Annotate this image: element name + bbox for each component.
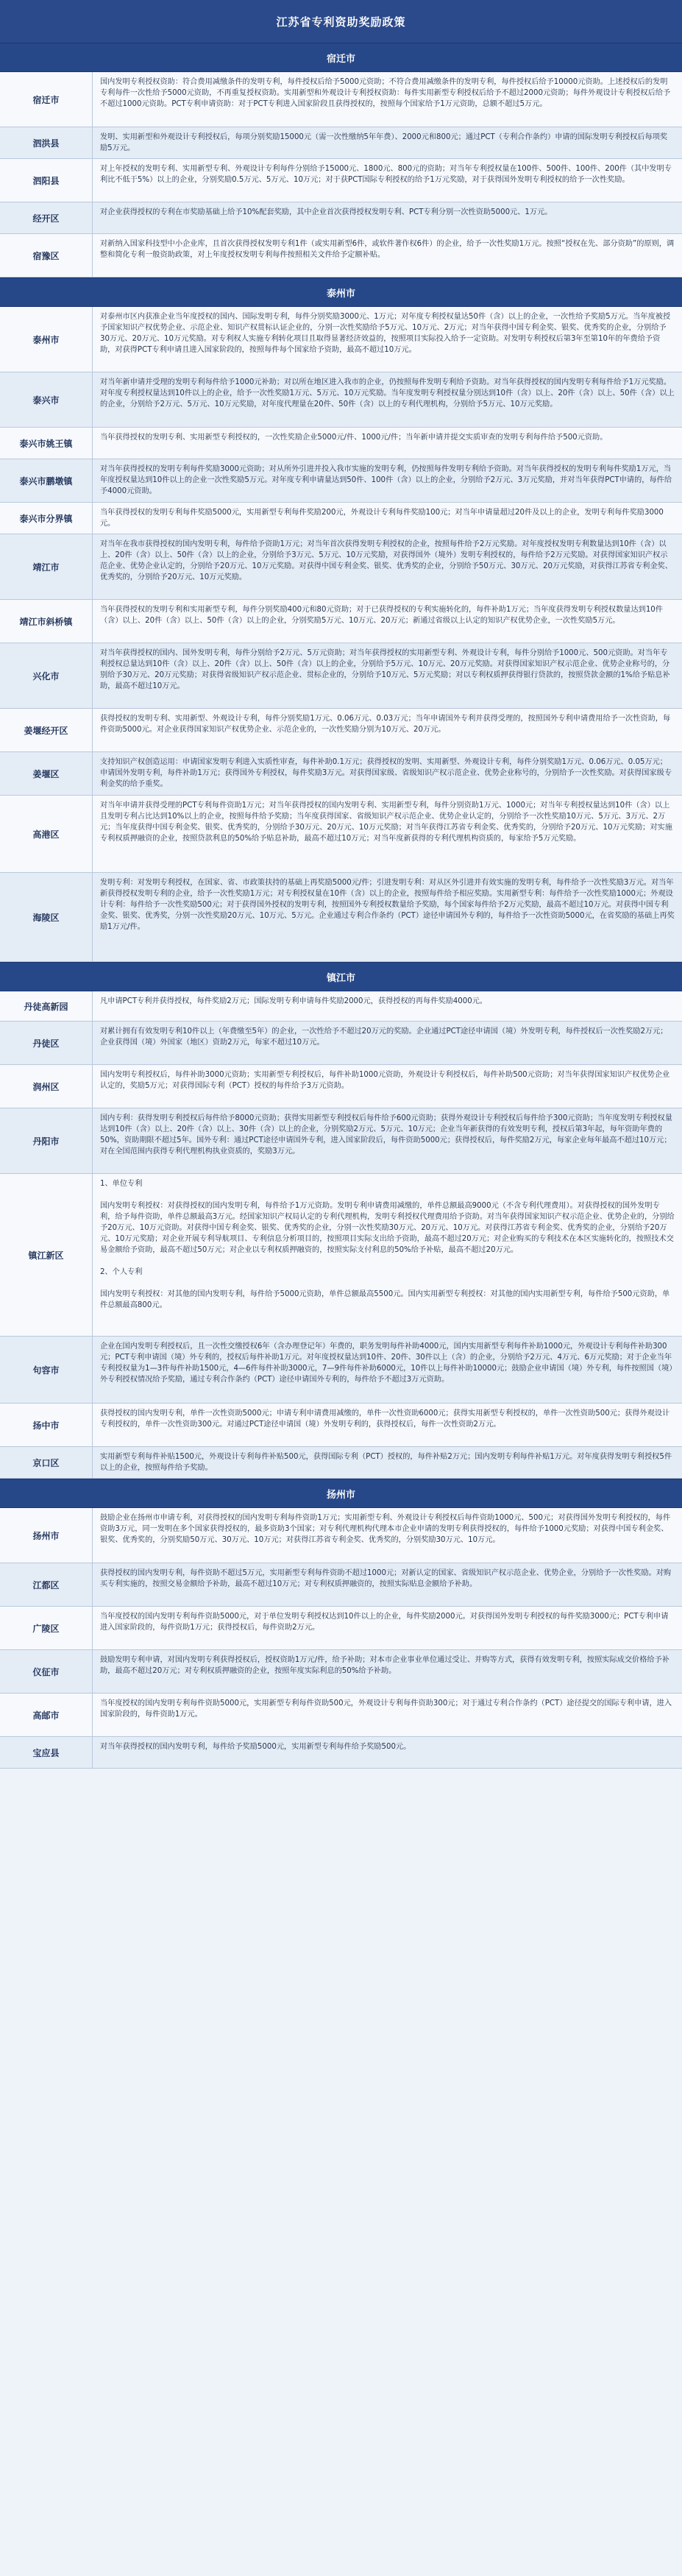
policy-text: 当年获得授权的发明专利每件奖励5000元，实用新型专利每件奖励200元，外观设计专利每件奖励100元；对当年申请量超过20件及以上的企业，发明专利每件奖励3000元。 [100, 509, 664, 528]
policy-text: 当年获得授权的发明专利、实用新型专利授权的，一次性奖励企业5000元/件、1000元/件；当年新申请并提交实质审查的发明专利每件给予500元资助。 [100, 434, 608, 442]
policy-text: 鼓励企业在扬州市申请专利，对获得授权的国内发明专利每件资助1万元；实用新型专利、外观设计专利授权后每件资助1000元、500元；对获得国外发明专利授权的，每件资助3万元，同一发明在多个国家获得授权的，最多资助3个国家；对专利代理机构代理本市企业申请的发明专利获得授权的，每件给予1000元奖励；对获得中国专利金奖、银奖、优秀奖的，分别奖励50万元、30万元、10万元；对获得江苏省专利金奖、优秀奖的，分别奖励30万元、10万元。 [100, 1514, 671, 1544]
district-name: 泗阳县 [0, 159, 93, 202]
district-name: 泰州市 [0, 307, 93, 372]
district-name: 句容市 [0, 1337, 93, 1403]
district-name: 姜堰区 [0, 752, 93, 795]
policy-row [0, 873, 682, 962]
policy-text: 支持知识产权创造运用：申请国家发明专利进入实质性审查，每件补助0.1万元；获得授权的发明、实用新型、外观设计专利，每件分别奖励1万元、0.06万元、0.05万元；申请国外发明专利，每件补助1万元；获得国外专利授权，每件奖励3万元。对获得国家级、省级知识产权示范企业、优势企业称号的，分别给予一次性奖励。对获得国家级专利金奖的给予重奖。 [100, 758, 672, 788]
policy-row [0, 1174, 682, 1337]
policy-text: 发明专利：对发明专利授权，在国家、省、市政策扶持的基础上再奖励5000元/件；引进发明专利：对从区外引进并有效实施的发明专利，每件给予一次性奖励3万元。对当年新获得授权发明专利的企业，给予一次性奖励1万元；对专利授权量在10件（含）以上的企业，按照每件给予相应奖励。实用新型专利：每件给予一次性奖励1000元；外观设计专利：每件给予一次性奖励500元；对于获得国外授权的发明专利，按照国外专利授权数量给予奖励，每个国家每件给予2万元奖励，最高不超过10万元。对获得中国专利金奖、银奖、优秀奖，分别一次性奖励20万元、10万元、5万元。企业通过专利合作条约（PCT）途径申请国外专利的，每件给予一次性资助5000元，在省奖励的基础上再奖励1万元/件。 [100, 879, 675, 931]
policy-row [0, 1694, 682, 1737]
policy-row [0, 307, 682, 372]
district-name: 丹徒区 [0, 1022, 93, 1064]
policy-row [0, 202, 682, 234]
district-name: 润州区 [0, 1065, 93, 1108]
policy-text: 对泰州市区内获准企业当年度授权的国内、国际发明专利，每件分别奖励3000元、1万元；对年度专利授权量达50件（含）以上的企业，一次性给予奖励5万元。当年度被授予国家知识产权优势企业、示范企业、知识产权贯标认证企业的，分别一次性奖励给予5万元、10万元、2万元；对当年获得中国专利金奖、银奖、优秀奖的企业，分别给予30万元、20万元、10万元奖励。对专利权人实施专利转化项目且取得显著经济效益的，按照项目实际投入给予一定资助。对发明专利授权后第3年至第10年的年费给予资助，对获得PCT专利申请且进入国家阶段的，按照每件每个国家给予资助，最高不超过10万元。 [100, 313, 671, 354]
policy-row [0, 796, 682, 873]
policy-row [0, 159, 682, 202]
city-band [0, 277, 682, 307]
policy-text: 1、单位专利 国内发明专利授权：对获得授权的国内发明专利，每件给予1万元资助。发明专利申请费用减缴的，单件总额最高9000元（不含专利代理费用）。对获得授权的国外发明专利，给予每件资助，单件总额最高3万元。经国家知识产权局认定的专利代理机构，发明专利授权代理费用给予资助。对当年获得国家知识产权示范企业、优势企业的，分别给予20万元、10万元资助。对获得中国专利金奖、银奖、优秀奖的企业，分别一次性奖励30万元、20万元、10万元。对获得江苏省专利金奖、优秀奖的企业，分别给予20万元、10万元奖励；对企业开展专利导航项目、专利信息分析项目的，按照项目实际支出给予资助，最高不超过20万元；对企业购买的专利技术在本区实施转化的，按照技术交易金额给予资助，最高不超过50万元；对企业以专利权质押融资的，按照实际支付利息的50%给予补贴，最高不超过20万元。 2、个人专利 国内发明专利授权：对其他的国内发明专利，每件给予5000元资助，单件总额最高5500元。国内实用新型专利授权：对其他的国内实用新型专利，每件给予500元资助，单件总额最高800元。 [100, 1180, 675, 1309]
policy-row [0, 1108, 682, 1174]
page-title-bar [0, 0, 682, 43]
policy-row [0, 752, 682, 796]
policy-text: 获得授权的国内发明专利，单件一次性资助5000元；申请专利申请费用减缴的，单件一次性资助6000元；获得实用新型专利授权的，单件一次性资助500元；获得外观设计专利授权的，单件一次性资助300元。对通过PCT途径申请国（境）外发明专利的，获得授权后，每件一次性资助2万元。 [100, 1409, 670, 1429]
city-band [0, 962, 682, 991]
policy-text: 对新纳入国家科技型中小企业库，且首次获得授权发明专利1件（或实用新型6件，或软件著作权6件）的企业，给予一次性奖励1万元。按照“授权在先、部分资助”的原则，调整和简化专利一般资助政策，对上年度授权发明专利每件按照相关文件给予定额补贴。 [100, 240, 675, 259]
city-name: 泰州市 [326, 288, 355, 300]
district-name: 泰兴市姚王镇 [0, 428, 93, 459]
district-name: 靖江市斜桥镇 [0, 600, 93, 643]
policy-text: 当年度授权的国内发明专利每件资助5000元，实用新型专利每件资助500元，外观设计专利每件资助300元；对于通过专利合作条约（PCT）途径提交的国际专利申请，进入国家阶段的，每件资助1万元。 [100, 1699, 672, 1719]
policy-text: 对当年在我市获得授权的国内发明专利，每件给予资助1万元；对当年首次获得发明专利授权的企业，按照每件给予2万元奖励。对年度授权发明专利数量达到10件（含）以上、20件（含）以上、50件（含）以上的企业，分别给予3万元、5万元、10万元奖励，对获得国外（境外）发明专利授权的，每件给予2万元奖励。对获得国家知识产权示范企业、优势企业认定的，分别给予20万元、10万元奖励。对获得中国专利金奖、银奖、优秀奖的企业，分别给予50万元、30万元、20万元奖励，对获得江苏省专利金奖、优秀奖的，分别给予20万元、10万元奖励。 [100, 540, 672, 581]
policy-text: 凡申请PCT专利并获得授权，每件奖励2万元；国际发明专利申请每件奖励2000元，获得授权的再每件奖励4000元。 [100, 997, 488, 1005]
city-name: 宿迁市 [326, 53, 355, 65]
district-name: 泰兴市 [0, 372, 93, 427]
district-name: 泰兴市分界镇 [0, 503, 93, 534]
policy-row [0, 1337, 682, 1404]
policy-text: 获得授权的国内发明专利，每件资助不超过5万元，实用新型专利每件资助不超过1000元；对新认定的国家、省级知识产权示范企业、优势企业，分别给予一次性奖励。对购买专利实施的，按照交易金额给予补助，最高不超过10万元；对专利权质押融资的，按照实际贴息金额给予补助。 [100, 1569, 672, 1588]
policy-row [0, 1404, 682, 1447]
policy-row [0, 1508, 682, 1563]
policy-row [0, 428, 682, 459]
district-name: 经开区 [0, 202, 93, 233]
district-name: 扬州市 [0, 1508, 93, 1563]
city-band [0, 43, 682, 72]
policy-row [0, 1065, 682, 1108]
policy-row [0, 234, 682, 277]
policy-text: 鼓励发明专利申请，对国内发明专利获得授权后，授权资助1万元/件，给予补助；对本市企业事业单位通过受让、并购等方式，获得有效发明专利，按照实际成交价格给予补助，最高不超过20万元；对专利权质押融资的企业，按照年度实际利息的50%给予补助。 [100, 1656, 669, 1675]
policy-row [0, 600, 682, 643]
policy-row [0, 1650, 682, 1694]
policy-text: 发明、实用新型和外观设计专利授权后，每项分别奖励15000元（需一次性缴纳5年年费）、2000元和800元；通过PCT（专利合作条约）申请的国际发明专利授权后每项奖励5万元。 [100, 133, 668, 152]
policy-row [0, 372, 682, 428]
policy-row [0, 534, 682, 600]
policy-row [0, 1022, 682, 1065]
policy-text: 国内专利：获得发明专利授权后每件给予8000元资助；获得实用新型专利授权后每件给予600元资助；获得外观设计专利授权后每件给予300元资助；当年度发明专利授权量达到10件（含）以上、20件（含）以上、30件（含）以上的企业，分别奖励2万元、5万元、10万元；企业当年新获得的有效发明专利，授权后第3年起，每年资助年费的50%，资助期限不超过5年。国外专利：通过PCT途径申请国外专利，进入国家阶段后，每件资助5000元；获得授权后，每件奖励2万元，每家企业每年最高不超过10万元；对在全国范围内获得专利代理机构执业资质的，奖励3万元。 [100, 1114, 672, 1156]
policy-text: 对上年授权的发明专利、实用新型专利、外观设计专利每件分别给予15000元、1800元、800元的资助；对当年专利授权量在100件、500件、100件、200件（其中发明专利比不低于5%）以上的企业，分别奖励0.5万元、5万元、10万元；对于获PCT国际专利授权的给予1万元奖励，对于获得国外发明专利授权的给予一次性奖励。 [100, 165, 672, 184]
district-name: 江都区 [0, 1563, 93, 1606]
policy-row [0, 503, 682, 534]
policy-text: 获得授权的发明专利、实用新型、外观设计专利，每件分别奖励1万元、0.06万元、0.03万元；当年申请国外专利并获得受理的，按照国外专利申请费用给予一次性资助，每件资助5000元。对企业获得国家知识产权优势企业、示范企业的，一次性奖励分别为10万元、20万元。 [100, 715, 671, 734]
district-name: 广陵区 [0, 1607, 93, 1649]
policy-row [0, 1563, 682, 1607]
policy-row [0, 991, 682, 1022]
policy-text: 企业在国内发明专利授权后，且一次性交缴授权6年（含办理登记年）年费的，职务发明每件补助4000元，国内实用新型专利每件补助1000元，外观设计专利每件补助300元；PCT专利申请国（境）外专利的，授权后每件补助1万元。对年度授权量达到10件、20件、30件以上（含）的企业，分别给予2万元、4万元、6万元奖励；对于企业当年专利授权量为1—3件每件补助1500元，4—6件每件补助3000元，7—9件每件补助6000元，10件以上每件补助10000元；鼓励企业申请国（境）外专利，每件按照国（境）外专利授权情况给予奖励，通过专利合作条约（PCT）途径申请国外专利的，每件给予不超过3万元资助。 [100, 1342, 673, 1384]
policy-row [0, 1607, 682, 1650]
district-name: 靖江市 [0, 534, 93, 599]
city-name: 扬州市 [326, 1489, 355, 1501]
district-name: 丹阳市 [0, 1108, 93, 1173]
policy-row [0, 709, 682, 752]
policy-row [0, 1447, 682, 1479]
district-name: 兴化市 [0, 643, 93, 708]
district-name: 宿豫区 [0, 234, 93, 277]
policy-row [0, 459, 682, 503]
district-name: 高邮市 [0, 1694, 93, 1736]
policy-text: 对当年申请并获得受理的PCT专利每件资助1万元；对当年获得授权的国内发明专利、实用新型专利，每件分别资助1万元、1000元；对当年专利授权量达到10件（含）以上且发明专利占比达到10%以上的企业，按照每件给予奖励；当年度获得国家、省级知识产权示范企业、优势企业认定的，分别给予一次性奖励10万元、5万元、3万元、2万元；当年度获得中国专利金奖、银奖、优秀奖的，分别给予30万元、20万元、10万元奖励；对当年获得江苏省专利金奖、优秀奖的，分别给予20万元、10万元奖励；对实施专利权质押融资的企业，按照贷款利息的50%给予贴息补助，最高不超过10万元；对当年度新获得的专利代理机构资质的，每家给予5万元奖励。 [100, 802, 672, 843]
city-name: 镇江市 [326, 972, 355, 984]
policy-text: 对当年新申请并受理的发明专利每件给予1000元补助；对以所在地区进入我市的企业，仍按照每件发明专利给予资助。对当年获得授权的国内发明专利每件给予1万元奖励。对年度专利授权量达到10件以上的企业，给予一次性奖励1万元、5万元、10万元奖励。当年度发明专利授权量分别达到10件（含）以上、20件（含）以上、50件（含）以上的企业，分别给予2万元、5万元、10万元奖励，对年度代理量在20件、50件（含）以上的专利代理机构，分别给予5万元、10万元奖励。 [100, 378, 675, 408]
policy-text: 对累计拥有有效发明专利10件以上（年费缴至5年）的企业，一次性给予不超过20万元的奖励。企业通过PCT途径申请国（境）外发明专利，每件授权后一次性奖励2万元；企业获得国（境）外国家（地区）资助2万元，每家不超过10万元。 [100, 1027, 668, 1047]
page-title: 江苏省专利资助奖励政策 [276, 15, 406, 29]
policy-text: 对当年获得授权的国内发明专利，每件给予奖励5000元，实用新型专利每件给予奖励500元。 [100, 1743, 411, 1751]
district-name: 海陵区 [0, 873, 93, 961]
district-name: 泗洪县 [0, 127, 93, 158]
policy-text: 当年度授权的国内发明专利每件资助5000元，对于单位发明专利授权达到10件以上的企业，每件奖励2000元。对获得国外发明专利授权的每件奖励3000元；PCT专利申请进入国家阶段的，每件资助1万元；获得授权后，每件资助2万元。 [100, 1613, 669, 1632]
policy-text: 国内发明专利授权后，每件补助3000元资助；实用新型专利授权后，每件补助1000元资助，外观设计专利授权后，每件补助500元资助；对当年获得国家知识产权优势企业认定的，奖励5万元；对获得国际专利（PCT）授权的每件给予3万元资助。 [100, 1071, 670, 1090]
policy-text: 对当年获得授权的国内、国外发明专利，每件分别给予2万元、5万元资助；对当年获得授权的实用新型专利、外观设计专利，每件分别给予1000元、500元资助。对当年专利授权总量达到10件（含）以上、20件（含）以上、50件（含）以上的企业，分别给予5万元、10万元、20万元奖励。对获得国家知识产权示范企业、优势企业称号的，分别给予30万元、20万元奖励；对获得省级知识产权示范企业、贯标企业的，分别给予10万元、5万元奖励；对以专利权质押获得银行贷款的，按照贷款金额的1%给予贴息补助，最高不超过10万元。 [100, 649, 670, 690]
district-name: 镇江新区 [0, 1174, 93, 1336]
policy-text: 当年获得授权的发明专利和实用新型专利，每件分别奖励400元和80元资助；对于已获得授权的专利实施转化的，每件补助1万元；当年度获得发明专利授权数量达到10件（含）以上、20件（含）以上、50件（含）以上的企业，分别奖励5万元、10万元、20万元；新通过省级以上认定的知识产权优势企业，一次性奖励5万元。 [100, 606, 663, 625]
district-name: 泰兴市鹏墩镇 [0, 459, 93, 502]
policy-row [0, 1737, 682, 1769]
content [0, 43, 682, 1769]
policy-text: 对企业获得授权的专利在市奖励基础上给予10%配套奖励，其中企业首次获得授权发明专利、PCT专利分别一次性资助5000元、1万元。 [100, 208, 553, 216]
district-name: 姜堰经开区 [0, 709, 93, 751]
policy-row [0, 127, 682, 159]
policy-row [0, 643, 682, 709]
district-name: 宝应县 [0, 1737, 93, 1768]
district-name: 高港区 [0, 796, 93, 872]
district-name: 扬中市 [0, 1404, 93, 1446]
district-name: 宿迁市 [0, 72, 93, 127]
city-band [0, 1479, 682, 1508]
policy-text: 对当年获得授权的发明专利每件奖励3000元资助；对从所外引进并投入我市实施的发明专利，仍按照每件发明专利给予资助。对当年获得授权的发明专利每件奖励1万元，当年度授权量达到10件以上的企业一次性奖励5万元。对年度专利申请量达到50件、100件（含）以上的企业，分别给予2万元、3万元奖励，并对当年获得PCT申请的，每件给予4000元资助。 [100, 465, 672, 495]
policy-text: 国内发明专利授权资助：符合费用减缴条件的发明专利，每件授权后给予5000元资助；不符合费用减缴条件的发明专利，每件授权后给予10000元资助。上述授权后的发明专利每件一次性给予5000元资助，不再重复授权资助。实用新型和外观设计专利授权资助：每件实用新型专利授权后给予不超过2000元资助；每件外观设计专利授权后给予不超过1000元资助。PCT专利申请资助：对于PCT专利进入国家阶段且获得授权的，按照每个国家给予1万元资助，总额不超过5万元。 [100, 78, 671, 108]
policy-text: 实用新型专利每件补贴1500元，外观设计专利每件补贴500元，获得国际专利（PCT）授权的，每件补贴2万元；国内发明专利每件补贴1万元。对年度获得发明专利授权5件以上的企业，按照每件给予奖励。 [100, 1453, 672, 1472]
district-name: 京口区 [0, 1447, 93, 1478]
policy-row [0, 72, 682, 127]
district-name: 仪征市 [0, 1650, 93, 1693]
district-name: 丹徒高新园 [0, 991, 93, 1021]
